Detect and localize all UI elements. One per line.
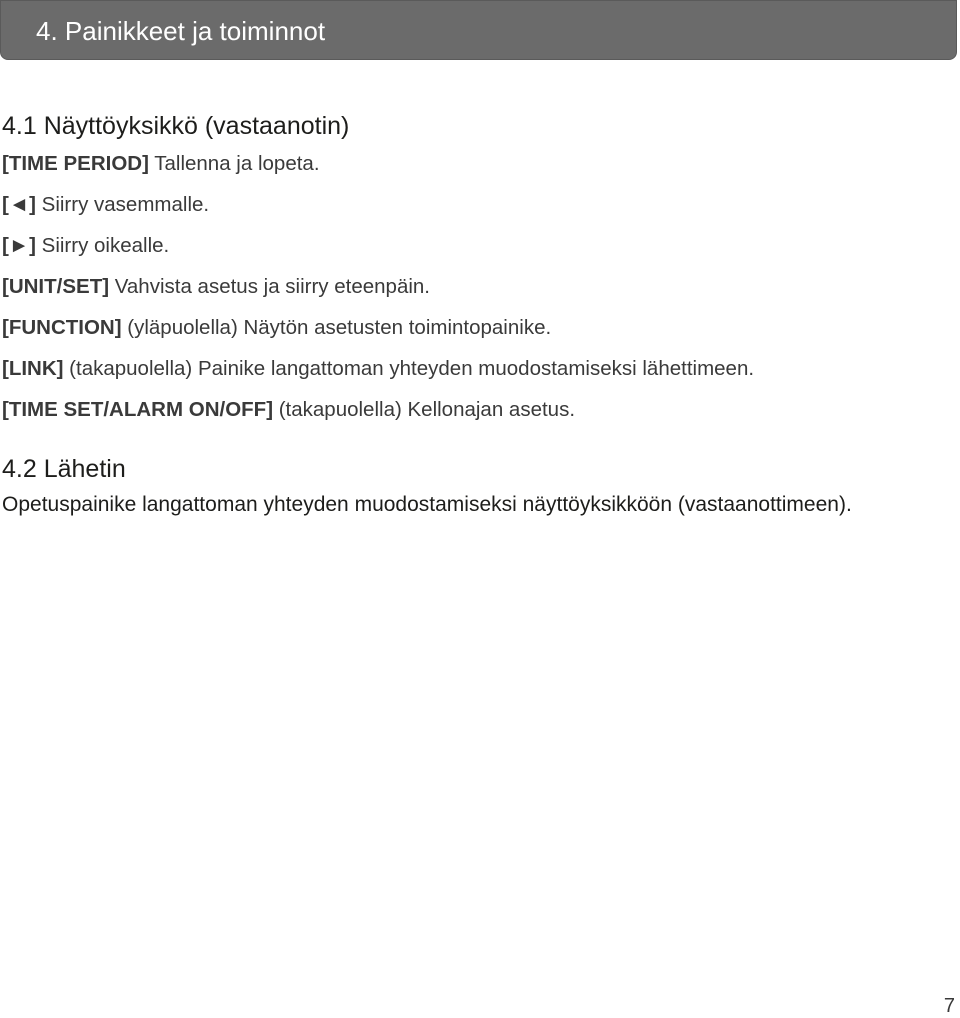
button-description-text: Tallenna ja lopeta.: [148, 152, 320, 175]
section-heading-transmitter: 4.2 Lähetin: [2, 455, 126, 483]
button-key-label: [UNIT/SET]: [2, 275, 110, 298]
section-header-bar: [0, 0, 957, 60]
button-description-unit-set: [2, 274, 430, 300]
page-number: 7: [943, 995, 955, 1017]
button-description-time-set-alarm: [2, 397, 575, 423]
button-description-text: Siirry vasemmalle.: [35, 193, 210, 216]
button-description-time-period: [2, 151, 320, 177]
button-description-link: [2, 356, 754, 382]
button-key-label: [FUNCTION]: [2, 316, 122, 339]
transmitter-description: Opetuspainike langattoman yhteyden muodostamiseksi näyttöyksikköön (vastaanottimeen).: [2, 493, 852, 516]
button-description-text: (takapuolella) Kellonajan asetus.: [273, 398, 576, 421]
button-key-label: [TIME PERIOD]: [2, 152, 149, 175]
section-heading-display-unit: 4.1 Näyttöyksikkö (vastaanotin): [2, 112, 350, 140]
button-key-label: [LINK]: [2, 357, 64, 380]
button-description-text: Siirry oikealle.: [35, 234, 170, 257]
button-description-left: [2, 192, 209, 218]
button-description-text: (yläpuolella) Näytön asetusten toimintopainike.: [121, 316, 552, 339]
page-title: 4. Painikkeet ja toiminnot: [36, 16, 326, 46]
button-description-text: Vahvista asetus ja siirry eteenpäin.: [109, 275, 430, 298]
button-description-function: [2, 315, 551, 341]
button-description-right: [2, 233, 169, 259]
button-description-text: (takapuolella) Painike langattoman yhteyden muodostamiseksi lähettimeen.: [63, 357, 755, 380]
button-key-label: [TIME SET/ALARM ON/OFF]: [2, 398, 274, 421]
button-key-label: [◄]: [2, 193, 36, 216]
button-key-label: [►]: [2, 234, 36, 257]
